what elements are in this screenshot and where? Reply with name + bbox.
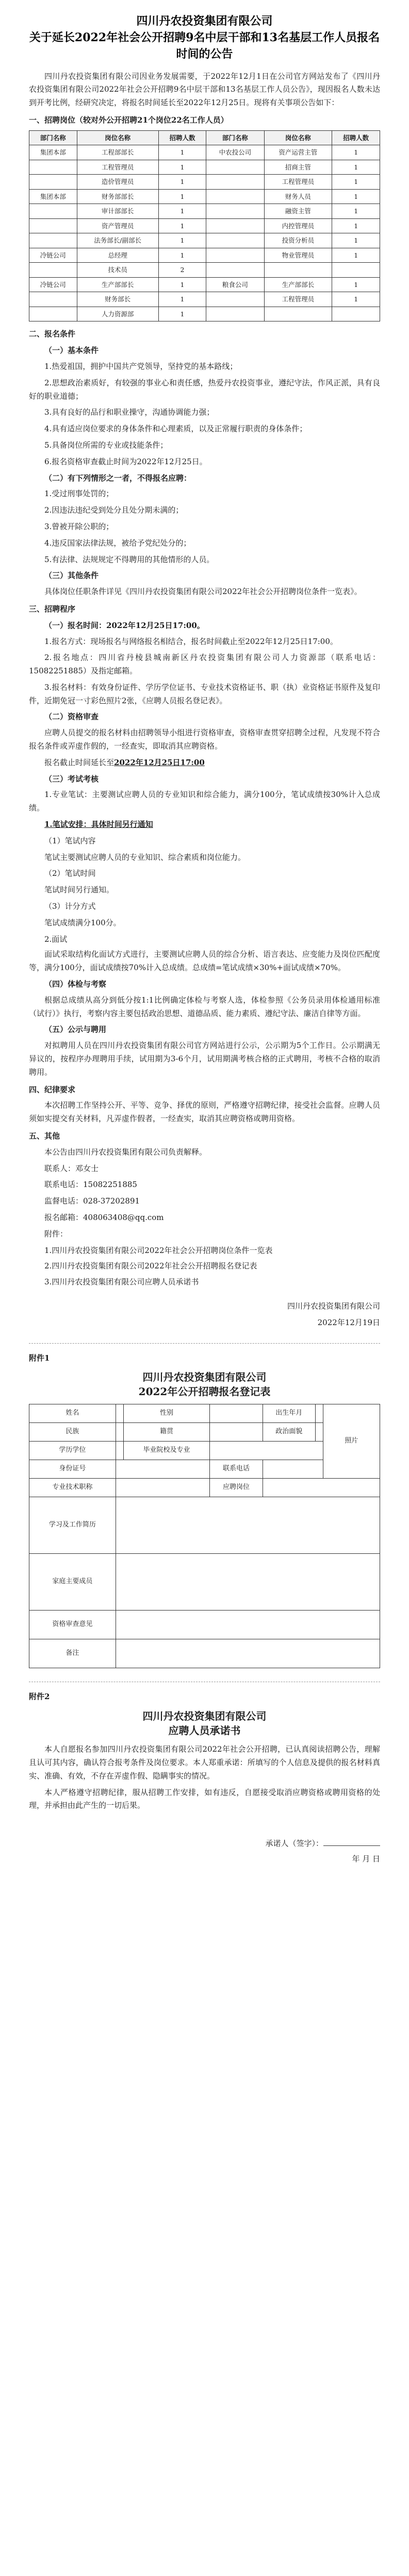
section1-heading: 一、招聘岗位（较对外公开招聘21个岗位22名工作人员） xyxy=(29,115,228,125)
pledge-org: 四川丹农投资集团有限公司 xyxy=(142,1710,267,1723)
section2-sub2: （二）有下列情形之一者，不得报名应聘： xyxy=(44,473,192,483)
attachment-item: 1.四川丹农投资集团有限公司2022年社会公开招聘岗位条件一览表 xyxy=(44,1245,273,1255)
table-cell: 内控管理员 xyxy=(264,218,332,233)
table-cell xyxy=(332,263,380,278)
divider xyxy=(29,1343,380,1344)
table-cell xyxy=(206,175,264,190)
form-input-title[interactable] xyxy=(116,1479,210,1497)
table-cell: 工程管理员 xyxy=(264,292,332,307)
pledge-sign-label: 承诺人（签字）： xyxy=(265,1839,323,1849)
exam-heading: （三）考试考核 xyxy=(44,774,99,784)
section2-heading: 二、报名条件 xyxy=(29,329,76,339)
exam-arrangement: 1.笔试安排：具体时间另行通知 xyxy=(44,820,153,829)
table-cell: 财务部长 xyxy=(77,292,158,307)
table-cell: 1 xyxy=(158,277,206,292)
table-cell: 财务部部长 xyxy=(77,189,158,204)
table-cell: 1 xyxy=(332,277,380,292)
form-input-note[interactable] xyxy=(116,1639,380,1668)
form-label-native: 籍贯 xyxy=(123,1423,210,1442)
form-input-political[interactable] xyxy=(315,1423,323,1442)
exam-items-list xyxy=(29,835,380,930)
table-cell: 1 xyxy=(332,233,380,248)
form-label-note: 备注 xyxy=(29,1639,116,1668)
list-item: 本公告由四川丹农投资集团有限公司负责解释。 xyxy=(44,1147,207,1157)
list-item: 1.热爱祖国，拥护中国共产党领导，坚持党的基本路线； xyxy=(44,361,238,371)
form-input-gender[interactable] xyxy=(210,1404,263,1423)
interview-heading: 2.面试 xyxy=(44,934,68,944)
registration-heading: （一）报名时间：2022年12月25日17:00。 xyxy=(44,620,205,630)
list-item: 3.报名材料：有效身份证件、学历学位证书、专业技术资格证书、职（执）业资格证书原件及复印件，近期免冠一寸彩色照片2张，《应聘人员报名登记表》。 xyxy=(29,682,380,705)
attachment1-label: 附件1 xyxy=(29,1353,50,1363)
table-cell xyxy=(29,218,77,233)
table-cell: 1 xyxy=(332,218,380,233)
table-cell: 1 xyxy=(332,248,380,263)
table-cell xyxy=(206,292,264,307)
jobs-header-cell: 部门名称 xyxy=(29,130,77,145)
form-input-name[interactable] xyxy=(116,1404,123,1423)
org-title: 四川丹农投资集团有限公司 xyxy=(136,14,273,28)
table-cell: 冷链公司 xyxy=(29,277,77,292)
qualification-heading: （二）资格审查 xyxy=(44,712,99,722)
jobs-header-cell: 招聘人数 xyxy=(158,130,206,145)
list-item: 5.有法律、法规规定不得聘用的其他情形的人员。 xyxy=(44,554,215,564)
email-line xyxy=(29,1211,380,1225)
pledge-paragraph: 本人自愿报名参加四川丹农投资集团有限公司2022年社会公开招聘，已认真阅读招聘公告，理解且认可其内容，确认符合报考条件及岗位要求。本人郑重承诺：所填写的个人信息及提供的报名材料真实、准确、有效，不存在弄虚作假、隐瞒事实的情况。 xyxy=(29,1744,380,1781)
form-label-birth: 出生年月 xyxy=(263,1404,315,1423)
jobs-header-cell: 招聘人数 xyxy=(332,130,380,145)
pledge-body xyxy=(29,1743,380,1812)
attachment-list xyxy=(29,1244,380,1289)
publicity-text: 对拟聘用人员在四川丹农投资集团有限公司官方网站进行公示，公示期为5个工作日。公示期满无异议的，按程序办理聘用手续，试用期为3-6个月，试用期满考核合格的正式聘用，考核不合格的取消聘用。 xyxy=(29,1041,380,1077)
deadline-line xyxy=(29,756,380,770)
form-input-family[interactable] xyxy=(116,1554,380,1611)
registration-list xyxy=(29,635,380,708)
list-item: 监督电话：028-37202891 xyxy=(44,1196,140,1206)
form-input-ethnic[interactable] xyxy=(116,1423,123,1442)
exam-text: 1.专业笔试：主要测试应聘人员的专业知识和综合能力，满分100分，笔试成绩按30%计入总成绩。 xyxy=(29,790,380,813)
jobs-header-cell: 岗位名称 xyxy=(264,130,332,145)
table-cell: 法务部长/副部长 xyxy=(77,233,158,248)
medical-text: 根据总成绩从高分到低分按1:1比例确定体检与考察人选，体检参照《公务员录用体检通用标准（试行）》执行，考察内容主要包括政治思想、道德品质、能力素质、遵纪守法、廉洁自律等方面。 xyxy=(29,995,380,1018)
table-cell: 工程部部长 xyxy=(77,145,158,160)
table-cell: 中农投公司 xyxy=(206,145,264,160)
form-label-school: 毕业院校及专业 xyxy=(123,1442,210,1460)
table-cell: 招商主管 xyxy=(264,160,332,175)
table-cell: 审计部部长 xyxy=(77,204,158,219)
pledge-paragraph: 本人严格遵守招聘纪律，服从招聘工作安排，如有违反，自愿接受取消应聘资格或聘用资格的处理，并承担由此产生的一切后果。 xyxy=(29,1787,380,1810)
table-cell: 1 xyxy=(158,175,206,190)
form-input-id[interactable] xyxy=(116,1460,210,1479)
table-row xyxy=(29,307,380,321)
list-item: 联系电话：15082251885 xyxy=(44,1180,137,1190)
pledge-sign-field[interactable] xyxy=(323,1845,380,1846)
table-cell xyxy=(332,307,380,321)
attachment2-label: 附件2 xyxy=(29,1692,50,1702)
table-cell: 工程管理员 xyxy=(77,160,158,175)
table-cell xyxy=(29,263,77,278)
interview-text: 面试采取结构化面试方式进行，主要测试应聘人员的综合分析、语言表达、应变能力及岗位匹配度等，满分100分，面试成绩按70%计入总成绩。总成绩=笔试成绩×30%+面试成绩×70%。 xyxy=(29,950,380,973)
exclusion-list xyxy=(29,487,380,566)
form-label-title: 专业技术职称 xyxy=(29,1479,116,1497)
form-input-phone[interactable] xyxy=(263,1460,323,1479)
registration-form xyxy=(29,1404,380,1668)
form-input-position[interactable] xyxy=(263,1479,380,1497)
list-item: 2.因违法违纪受到处分且处分期未满的； xyxy=(44,505,184,515)
announcement-title: 关于延长2022年社会公开招聘9名中层干部和13名基层工作人员报名时间的公告 xyxy=(29,30,380,61)
table-cell: 生产部部长 xyxy=(264,277,332,292)
medical-heading: （四）体检与考察 xyxy=(44,979,107,989)
table-cell: 1 xyxy=(332,189,380,204)
table-row xyxy=(29,263,380,278)
deadline-label: 报名截止时间延长至 xyxy=(44,757,114,767)
table-cell: 1 xyxy=(332,204,380,219)
list-item: 3.曾被开除公职的； xyxy=(44,521,114,531)
jobs-header-cell: 岗位名称 xyxy=(77,130,158,145)
table-cell: 1 xyxy=(158,248,206,263)
form-photo[interactable]: 照片 xyxy=(323,1404,380,1479)
table-cell: 1 xyxy=(158,160,206,175)
publicity-heading: （五）公示与聘用 xyxy=(44,1025,107,1035)
form-org: 四川丹农投资集团有限公司 xyxy=(142,1371,267,1384)
form-label-name: 姓名 xyxy=(29,1404,116,1423)
table-cell: 财务人员 xyxy=(264,189,332,204)
table-cell: 冷链公司 xyxy=(29,248,77,263)
form-label-review: 资格审查意见 xyxy=(29,1611,116,1639)
table-cell xyxy=(206,248,264,263)
list-item: 3.具有良好的品行和职业操守，沟通协调能力强； xyxy=(44,408,215,417)
table-cell xyxy=(29,160,77,175)
table-cell: 集团本部 xyxy=(29,189,77,204)
form-input-birth[interactable] xyxy=(315,1404,323,1423)
table-row xyxy=(29,277,380,292)
table-cell xyxy=(29,204,77,219)
table-cell: 1 xyxy=(158,204,206,219)
table-row xyxy=(29,218,380,233)
other-conditions: 具体岗位任职条件详见《四川丹农投资集团有限公司2022年社会公开招聘岗位条件一览表》。 xyxy=(44,587,362,597)
table-cell: 1 xyxy=(332,292,380,307)
section2-sub3: （三）其他条件 xyxy=(44,571,99,581)
form-label-family: 家庭主要成员 xyxy=(29,1554,116,1611)
list-item: 2.思想政治素质好，有较强的事业心和责任感，热爱丹农投资事业，遵纪守法，作风正派，具有良好的职业道德； xyxy=(29,378,380,401)
table-cell xyxy=(264,307,332,321)
table-cell: 生产部部长 xyxy=(77,277,158,292)
email-value[interactable]: 408063408@qq.com xyxy=(83,1212,164,1222)
table-cell xyxy=(206,263,264,278)
pledge-signature xyxy=(29,1837,380,1851)
section3-heading: 三、招聘程序 xyxy=(29,604,76,614)
list-item: 1.受过刑事处罚的； xyxy=(44,489,114,499)
list-item: 笔试时间另行通知。 xyxy=(44,885,114,895)
table-cell: 技术员 xyxy=(77,263,158,278)
form-input-resume[interactable] xyxy=(116,1497,380,1554)
form-input-school[interactable] xyxy=(210,1442,323,1460)
table-cell xyxy=(206,307,264,321)
form-label-phone: 联系电话 xyxy=(210,1460,263,1479)
signature-org: 四川丹农投资集团有限公司 xyxy=(287,1301,380,1311)
table-cell: 1 xyxy=(332,145,380,160)
list-item: 4.具有适应岗位要求的身体条件和心理素质，以及正常履行职责的身体条件； xyxy=(44,424,307,434)
table-cell xyxy=(29,233,77,248)
table-cell: 1 xyxy=(158,307,206,321)
list-item: 1.报名方式：现场报名与网络报名相结合，报名时间截止至2022年12月25日17:00。 xyxy=(44,636,338,646)
jobs-table xyxy=(29,130,380,322)
table-row xyxy=(29,189,380,204)
form-label-ethnic: 民族 xyxy=(29,1423,116,1442)
table-cell: 人力资源部 xyxy=(77,307,158,321)
table-cell xyxy=(264,263,332,278)
table-cell xyxy=(206,204,264,219)
form-input-native[interactable] xyxy=(210,1423,263,1442)
other-items-list xyxy=(29,1146,380,1208)
attachment-label: 附件： xyxy=(44,1229,68,1239)
section2-sub1: （一）基本条件 xyxy=(44,346,99,355)
table-cell: 集团本部 xyxy=(29,145,77,160)
basic-conditions-list xyxy=(29,360,380,469)
table-row xyxy=(29,204,380,219)
form-label-political: 政治面貌 xyxy=(263,1423,315,1442)
table-row xyxy=(29,292,380,307)
form-label-position: 应聘岗位 xyxy=(210,1479,263,1497)
form-label-edu: 学历学位 xyxy=(29,1442,116,1460)
list-item: 联系人：邓女士 xyxy=(44,1163,99,1173)
jobs-table-header xyxy=(29,130,380,145)
section4-heading: 四、纪律要求 xyxy=(29,1084,76,1094)
form-input-edu[interactable] xyxy=(116,1442,123,1460)
table-row xyxy=(29,145,380,160)
form-input-review[interactable] xyxy=(116,1611,380,1639)
table-cell xyxy=(206,189,264,204)
table-cell xyxy=(206,218,264,233)
table-row xyxy=(29,233,380,248)
intro-paragraph: 四川丹农投资集团有限公司因业务发展需要，于2022年12月1日在公司官方网站发布了《四川丹农投资集团有限公司2022年社会公开招聘9名中层干部和13名基层工作人员公告》，现因报名人数未达到开考比例，经研究决定，将报名时间延长至2022年12月25日。现将有关事项公告如下： xyxy=(29,71,380,108)
list-item: 5.具备岗位所需的专业或技能条件； xyxy=(44,440,168,450)
email-label: 报名邮箱： xyxy=(44,1212,84,1222)
table-cell xyxy=(29,307,77,321)
table-cell xyxy=(29,175,77,190)
table-cell: 1 xyxy=(158,233,206,248)
attachment-item: 3.四川丹农投资集团有限公司应聘人员承诺书 xyxy=(44,1277,199,1287)
table-cell: 总经理 xyxy=(77,248,158,263)
table-row xyxy=(29,160,380,175)
table-cell: 工程管理员 xyxy=(264,175,332,190)
jobs-table-body xyxy=(29,145,380,321)
list-item: （1）笔试内容 xyxy=(44,836,96,845)
pledge-date: 年 月 日 xyxy=(352,1854,380,1863)
form-label-id: 身份证号 xyxy=(29,1460,116,1479)
table-cell xyxy=(29,292,77,307)
list-item: 6.报名资格审查截止时间为2022年12月25日。 xyxy=(44,456,207,466)
form-label-resume: 学习及工作简历 xyxy=(29,1497,116,1554)
table-cell: 1 xyxy=(158,218,206,233)
form-title: 2022年公开招聘报名登记表 xyxy=(138,1385,271,1398)
list-item: 2.报名地点：四川省丹棱县城南新区丹农投资集团有限公司人力资源部（联系电话：15082251885）及指定邮箱。 xyxy=(29,653,380,676)
list-item: （2）笔试时间 xyxy=(44,869,96,878)
list-item: 笔试主要测试应聘人员的专业知识、综合素质和岗位能力。 xyxy=(44,852,246,862)
attachment-item: 2.四川丹农投资集团有限公司2022年社会公开招聘报名登记表 xyxy=(44,1261,257,1271)
table-cell: 物业管理员 xyxy=(264,248,332,263)
table-cell: 2 xyxy=(158,263,206,278)
table-cell: 融资主管 xyxy=(264,204,332,219)
section5-heading: 五、其他 xyxy=(29,1131,60,1141)
form-label-gender: 性别 xyxy=(123,1404,210,1423)
table-cell: 1 xyxy=(158,145,206,160)
table-cell: 1 xyxy=(158,189,206,204)
table-cell: 1 xyxy=(158,292,206,307)
qualification-text: 应聘人员提交的报名材料由招聘领导小组进行资格审查，资格审查贯穿招聘全过程，凡发现不符合报名条件或弄虚作假的，一经查实，即取消其应聘资格。 xyxy=(29,728,380,751)
table-cell: 造价管理员 xyxy=(77,175,158,190)
jobs-header-cell: 部门名称 xyxy=(206,130,264,145)
table-cell: 1 xyxy=(332,175,380,190)
list-item: 笔试成绩满分100分。 xyxy=(44,918,121,927)
table-row xyxy=(29,175,380,190)
pledge-title: 应聘人员承诺书 xyxy=(168,1724,241,1737)
signature-date: 2022年12月19日 xyxy=(317,1317,380,1327)
table-cell: 投资分析员 xyxy=(264,233,332,248)
discipline-text: 本次招聘工作坚持公开、平等、竞争、择优的原则，严格遵守招聘纪律，接受社会监督。应聘人员须如实提交有关材料，凡弄虚作假者，一经查实，取消其应聘资格或聘用资格。 xyxy=(29,1100,380,1124)
table-cell xyxy=(206,160,264,175)
table-row xyxy=(29,248,380,263)
table-cell: 资产运营主管 xyxy=(264,145,332,160)
list-item: 4.违反国家法律法规，被给予党纪处分的； xyxy=(44,538,191,548)
deadline-value: 2022年12月25日17:00 xyxy=(114,757,205,767)
table-cell: 资产管理员 xyxy=(77,218,158,233)
table-cell: 1 xyxy=(332,160,380,175)
table-cell: 粮食公司 xyxy=(206,277,264,292)
table-cell xyxy=(206,233,264,248)
list-item: （3）计分方式 xyxy=(44,902,96,911)
